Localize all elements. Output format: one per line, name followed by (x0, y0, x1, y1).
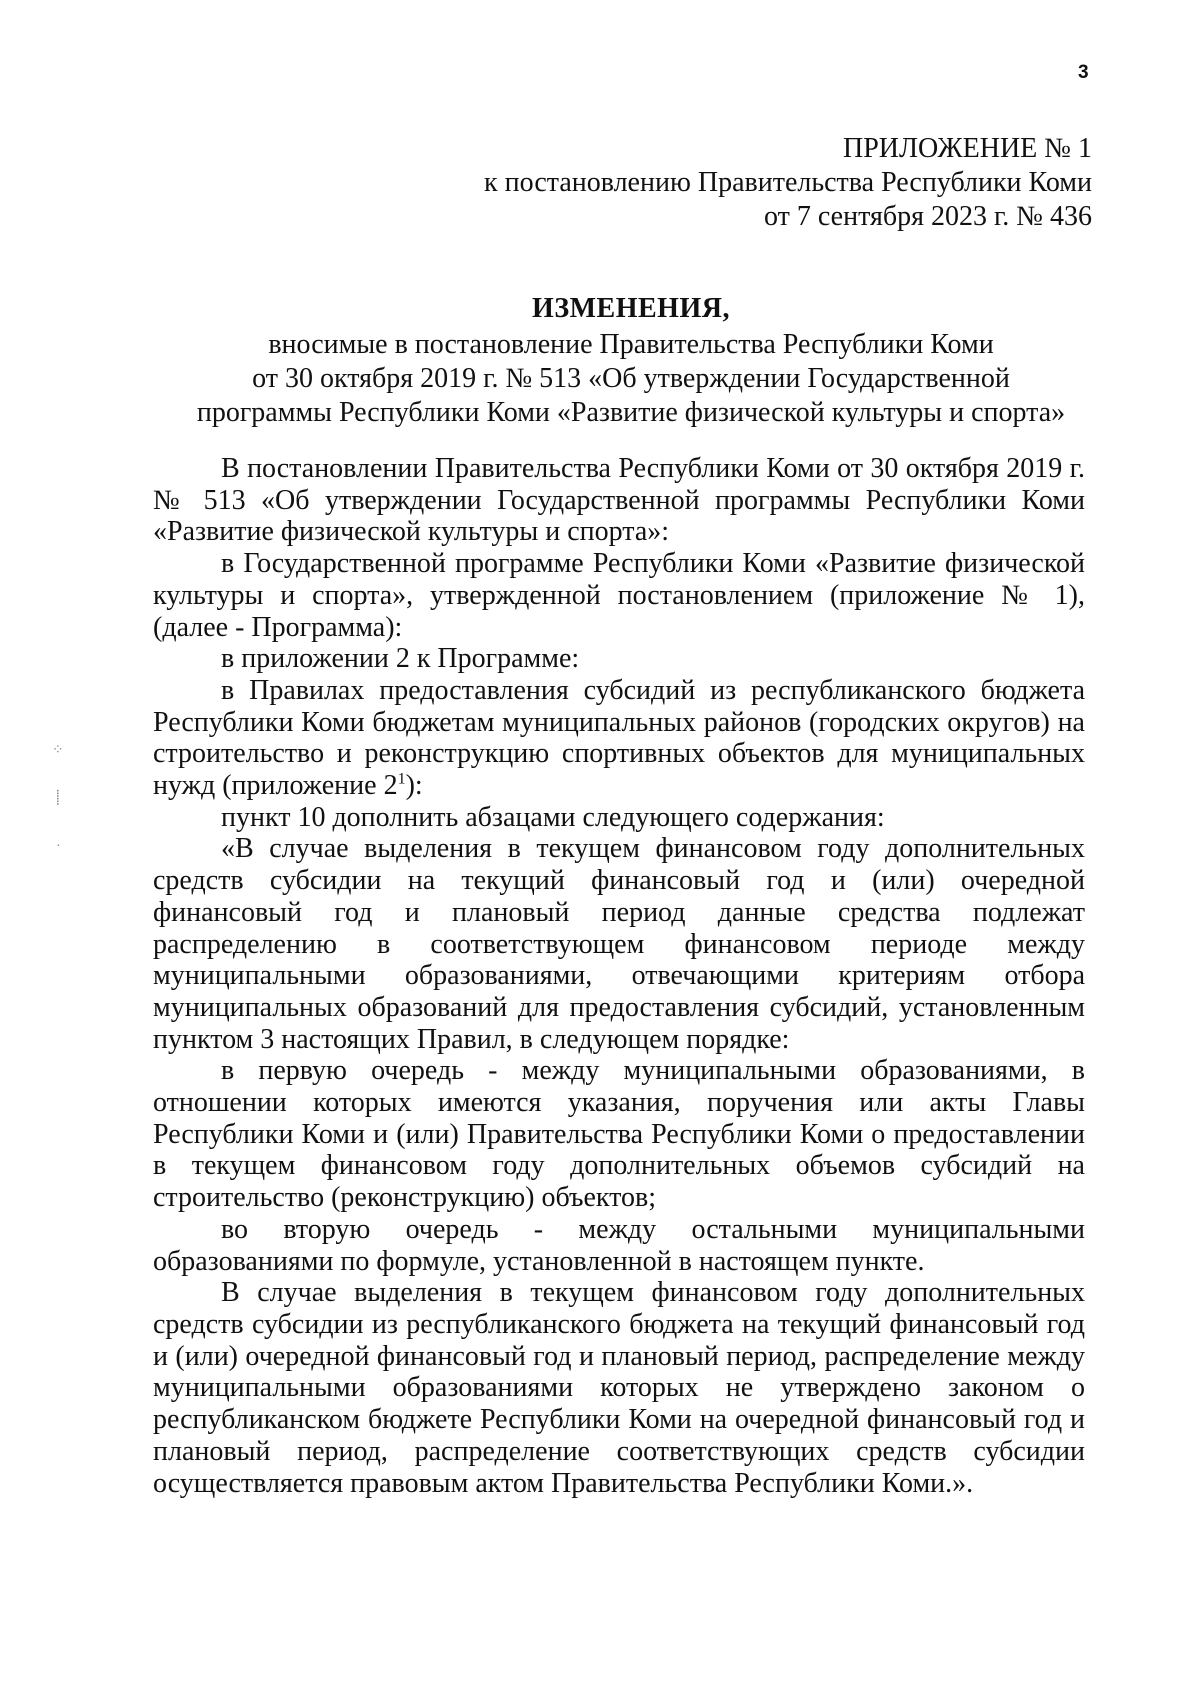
heading-line-2: от 30 октября 2019 г. № 513 «Об утверждении Государственной (252, 363, 1010, 394)
paragraph: во вторую очередь - между остальными муниципальными образованиями по формуле, установленной в настоящем пункте. (153, 1213, 1085, 1277)
document-body (153, 453, 1085, 1499)
heading-line-3: программы Республики Коми «Развитие физической культуры и спорта» (196, 397, 1066, 428)
document-title: ИЗМЕНЕНИЯ, (532, 293, 730, 324)
scan-noise-mark: ⸽ (56, 791, 60, 806)
document-heading (150, 292, 1112, 430)
annex-resolution-ref: к постановлению Правительства Республики Коми (484, 167, 1092, 198)
paragraph-text: в Правилах предоставления субсидий из республиканского бюджета Республики Коми бюджетам муниципальных районов (городских округов) на строительство и реконструкцию спортивных объектов для муниципальных нужд (приложение 2 (153, 674, 1085, 802)
scan-noise-mark: · (56, 839, 61, 854)
annex-header (392, 132, 1092, 234)
paragraph (153, 675, 1085, 802)
paragraph: пункт 10 дополнить абзацами следующего содержания: (221, 801, 885, 833)
page-number: 3 (1078, 62, 1089, 83)
paragraph: В постановлении Правительства Республики Коми от 30 октября 2019 г. № 513 «Об утверждении Государственной программы Республики Коми «Развитие физической культуры и спорта»: (153, 453, 1085, 548)
scan-noise-mark: ⁘ (52, 743, 64, 758)
superscript: 1 (397, 770, 406, 788)
paragraph: в первую очередь - между муниципальными образованиями, в отношении которых имеются указания, поручения или акты Главы Республики Коми и (или) Правительства Республики Коми о предоставлении в текущем финансовом году дополнительных объемов субсидий на строительство (реконструкцию) объектов; (153, 1055, 1085, 1214)
heading-line-1: вносимые в постановление Правительства Республики Коми (268, 329, 994, 360)
paragraph: В случае выделения в текущем финансовом году дополнительных средств субсидии из республиканского бюджета на текущий финансовый год и (или) очередной финансовый год и плановый период, распределение между муниципальными образованиями которых не утверждено законом о республиканском бюджете Республики Коми на очередной финансовый год и плановый период, распределение соответствующих средств субсидии осуществляется правовым актом Правительства Республики Коми.». (153, 1277, 1085, 1499)
paragraph-text: ): (405, 770, 423, 802)
paragraph: «В случае выделения в текущем финансовом году дополнительных средств субсидии на текущий финансовый год и (или) очередной финансовый год и плановый период данные средства подлежат распределению в соответствующем финансовом периоде между муниципальными образованиями, отвечающими критериям отбора муниципальных образований для предоставления субсидий, установленным пунктом 3 настоящих Правил, в следующем порядке: (153, 833, 1085, 1055)
paragraph: в приложении 2 к Программе: (221, 643, 580, 675)
paragraph: в Государственной программе Республики Коми «Развитие физической культуры и спорта», утвержденной постановлением (приложение № 1), (далее - Программа): (153, 548, 1085, 643)
annex-date: от 7 сентября 2023 г. № 436 (764, 201, 1092, 232)
annex-number: ПРИЛОЖЕНИЕ № 1 (843, 133, 1092, 164)
